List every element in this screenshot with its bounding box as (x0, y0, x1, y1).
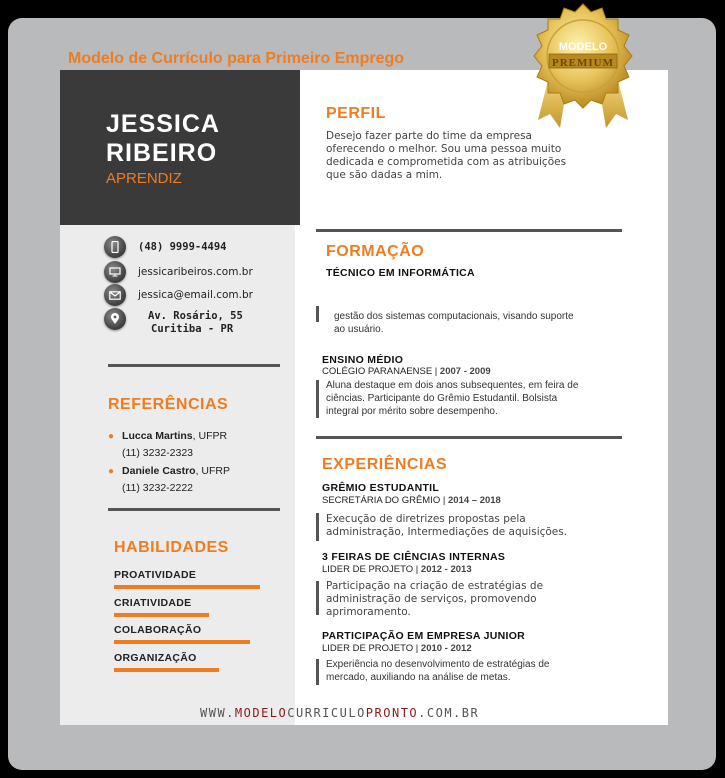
description-line: administração de serviços, promovendo (326, 593, 537, 605)
description-line: administração, Intermediações de aquisições. (326, 526, 568, 538)
profile-line: dedicada e comprometida com as atribuições (326, 156, 567, 168)
reference-phone: (11) 3232-2323 (122, 447, 194, 459)
education-org: COLÉGIO PARANAENSE (322, 366, 433, 377)
education-subtitle: COLÉGIO PARANAENSE | 2007 - 2009 (322, 366, 491, 377)
description-line: gestão dos sistemas computacionais, visando suporte (334, 311, 574, 322)
description-line: integral por mérito sobre desempenho. (326, 406, 498, 417)
entry-bar (316, 380, 319, 418)
phone-text: (48) 9999-4494 (138, 240, 227, 253)
education-title: TÉCNICO EM INFORMÁTICA (326, 267, 475, 279)
candidate-role: APRENDIZ (106, 170, 182, 187)
seal-line-1: MODELO (558, 41, 608, 53)
footer-url: WWW.MODELOCURRICULOPRONTO.COM.BR (200, 706, 480, 720)
monitor-icon (104, 261, 126, 283)
experience-subtitle: LIDER DE PROJETO | 2012 - 2013 (322, 564, 472, 575)
skill-label: CRIATIVIDADE (114, 597, 192, 609)
education-description (334, 310, 574, 336)
reference-org: , UFRP (195, 465, 230, 477)
profile-text (326, 130, 566, 182)
address-line-2: Curitiba - PR (151, 323, 234, 335)
experience-org: SECRETÁRIA DO GRÊMIO (322, 495, 441, 506)
main-divider (316, 229, 622, 232)
experience-org: LIDER DE PROJETO (322, 564, 414, 575)
description-line: ao usuário. (334, 324, 384, 335)
bullet-icon: ● (108, 431, 115, 442)
entry-bar (316, 513, 319, 541)
experience-title: PARTICIPAÇÃO EM EMPRESA JUNIOR (322, 630, 526, 642)
description-line: Execução de diretrizes propostas pela (326, 513, 526, 525)
experience-description (326, 580, 543, 619)
description-line: aprimoramento. (326, 606, 411, 618)
reference-name: Daniele Castro (122, 465, 196, 477)
description-line: Experiência no desenvolvimento de estratégias de (326, 659, 550, 670)
experience-org: LIDER DE PROJETO (322, 643, 414, 654)
experience-description (326, 658, 549, 684)
skill-label: ORGANIZAÇÃO (114, 652, 197, 664)
reference-item (108, 465, 230, 477)
page-title: Modelo de Currículo para Primeiro Emprego (68, 50, 405, 67)
profile-line: oferecendo o melhor. Sou uma pessoa muito (326, 143, 562, 155)
website-text[interactable]: jessicaribeiros.com.br (138, 265, 253, 278)
profile-heading: PERFIL (326, 105, 386, 122)
experience-title: GRÊMIO ESTUDANTIL (322, 482, 440, 494)
skill-bar (114, 668, 219, 672)
profile-line: que são dadas a mim. (326, 169, 443, 181)
references-heading: REFERÊNCIAS (108, 396, 229, 413)
experience-subtitle: SECRETÁRIA DO GRÊMIO | 2014 – 2018 (322, 495, 501, 506)
entry-bar (316, 659, 319, 685)
experience-period: 2012 - 2013 (420, 564, 472, 575)
premium-seal (520, 0, 646, 130)
contact-phone (104, 236, 227, 258)
entry-bar (316, 581, 319, 615)
description-line: ciências. Participante do Grêmio Estudantil. Bolsista (326, 393, 558, 404)
experience-description (326, 513, 567, 539)
address-line-1: Av. Rosário, 55 (148, 310, 243, 322)
seal-line-2: PREMIUM (552, 57, 614, 69)
skill-label: COLABORAÇÃO (114, 624, 202, 636)
experience-period: 2014 – 2018 (448, 495, 501, 506)
first-name: JESSICA (106, 110, 220, 138)
main-divider (316, 436, 622, 439)
education-title: ENSINO MÉDIO (322, 354, 404, 366)
email-text[interactable]: jessica@email.com.br (138, 288, 253, 301)
description-line: mercado, auxiliando na análise de metas. (326, 672, 511, 683)
sidebar-divider (108, 364, 280, 367)
experience-subtitle: LIDER DE PROJETO | 2010 - 2012 (322, 643, 472, 654)
description-line: Participação na criação de estratégias de (326, 580, 544, 592)
candidate-name (106, 110, 220, 168)
experience-heading: EXPERIÊNCIAS (322, 456, 448, 473)
experience-title: 3 FEIRAS DE CIÊNCIAS INTERNAS (322, 551, 506, 563)
skill-bar (114, 585, 260, 589)
skills-heading: HABILIDADES (114, 539, 229, 556)
contact-website (104, 261, 253, 283)
education-description (326, 379, 578, 418)
reference-item (108, 430, 227, 442)
education-period: 2007 - 2009 (439, 366, 491, 377)
entry-bar (316, 306, 319, 322)
sidebar-divider (108, 508, 280, 511)
contact-email (104, 284, 253, 306)
description-line: Aluna destaque em dois anos subsequentes, em feira de (326, 380, 579, 391)
skill-label: PROATIVIDADE (114, 569, 197, 581)
reference-phone: (11) 3232-2222 (122, 482, 194, 494)
profile-line: Desejo fazer parte do time da empresa (326, 130, 532, 142)
phone-icon (104, 236, 126, 258)
envelope-icon (104, 284, 126, 306)
location-pin-icon (104, 308, 126, 330)
last-name: RIBEIRO (106, 139, 218, 167)
bullet-icon: ● (108, 466, 115, 477)
reference-org: , UFPR (192, 430, 228, 442)
experience-period: 2010 - 2012 (420, 643, 472, 654)
skill-bar (114, 640, 250, 644)
contact-address (104, 308, 243, 336)
reference-name: Lucca Martins (122, 430, 193, 442)
education-heading: FORMAÇÃO (326, 243, 425, 260)
skill-bar (114, 613, 209, 617)
